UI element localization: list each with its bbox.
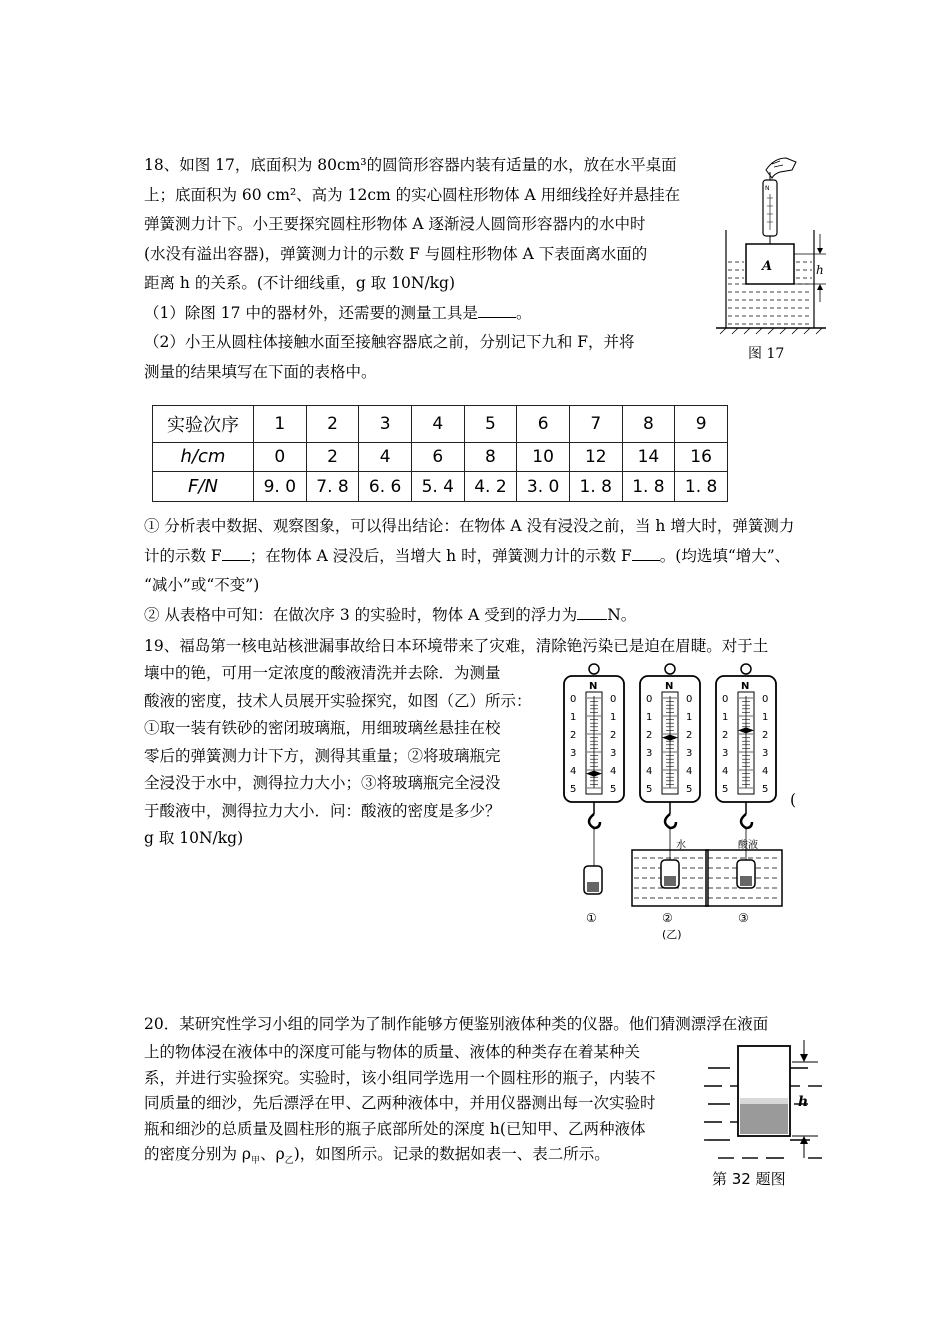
- scale-label: 1: [610, 712, 617, 723]
- scale-label: 3: [762, 748, 769, 759]
- table-cell: 8: [622, 406, 675, 443]
- scale-label: 0: [762, 694, 769, 705]
- figure-32-h-label: h: [798, 1094, 809, 1110]
- scale-label: 4: [570, 766, 577, 777]
- q18-part2-line-2: 测量的结果填写在下面的表格中。: [144, 362, 377, 381]
- table-row: [153, 442, 728, 472]
- depth-h-label: h: [816, 263, 824, 277]
- table-cell: 8: [464, 442, 517, 472]
- scale-label: 0: [610, 694, 617, 705]
- q19-line: 酸液的密度，技术人员展开实验探究，如图（乙）所示：: [144, 691, 532, 710]
- q19-body: [144, 660, 564, 853]
- q18-line-3: 弹簧测力计下。小王要探究圆柱形物体 A 逐渐浸人圆筒形容器内的水中时: [144, 215, 646, 233]
- table-cell: 4: [359, 442, 412, 472]
- q18-line-4: (水没有溢出容器)，弹簧测力计的示数 F 与圆柱形物体 A 下表面离水面的: [144, 244, 648, 263]
- scale-label: 2: [610, 730, 617, 741]
- q20-first-line: 20．某研究性学习小组的同学为了制作能够方便鉴别液体种类的仪器。他们猜测漂浮在液面: [144, 1015, 769, 1033]
- spring-balance-3: [706, 664, 782, 906]
- q18-part1: （1）除图 17 中的器材外，还需要的测量工具是 。: [144, 299, 704, 329]
- table-row: [153, 406, 728, 443]
- scale-label: 1: [722, 712, 729, 723]
- table-cell: 4: [411, 406, 464, 443]
- q18-intro: [144, 151, 704, 387]
- q20-line: 瓶和细沙的总质量及圆柱形的瓶子底部所处的深度 h(已知甲、乙两种液体: [144, 1119, 646, 1138]
- scale-label: 2: [722, 730, 729, 741]
- table-cell: 3: [359, 406, 412, 443]
- q19-line: g 取 10N/kg): [144, 829, 244, 847]
- figure-32-caption: 第 32 题图: [712, 1170, 786, 1188]
- answer-blank[interactable]: [632, 542, 660, 561]
- figure-32: [700, 1040, 830, 1190]
- scale-label: 0: [686, 694, 693, 705]
- answer-blank[interactable]: [222, 542, 250, 561]
- q18-line-2: 上；底面积为 60 cm²、高为 12cm 的实心圆柱形物体 A 用细线拴好并悬挂在: [144, 185, 681, 204]
- label-2: ②: [662, 911, 673, 925]
- table-cell: 6. 6: [359, 472, 412, 502]
- scale-label: 1: [762, 712, 769, 723]
- table-cell: 6: [411, 442, 464, 472]
- table-cell: 2: [306, 442, 359, 472]
- spring-balance-2: [632, 664, 708, 906]
- q19-line: ①取一装有铁砂的密闭玻璃瓶，用细玻璃丝悬挂在校: [144, 719, 501, 737]
- scale-label: 4: [762, 766, 769, 777]
- row-header: h/cm: [153, 442, 254, 472]
- row-header: F/N: [153, 472, 254, 502]
- table-cell: 1. 8: [622, 472, 675, 502]
- table-cell: 2: [306, 406, 359, 443]
- q19-line: 于酸液中，测得拉力大小．问：酸液的密度是多少？: [144, 801, 501, 820]
- table-cell: 6: [517, 406, 570, 443]
- table-cell: 1: [254, 406, 307, 443]
- table-cell: 12: [569, 442, 622, 472]
- unit-label: N: [589, 681, 598, 692]
- table-cell: 9: [675, 406, 728, 443]
- analysis-line-2: 计的示数 F ；在物体 A 浸没后，当增大 h 时，弹簧测力计的示数 F 。(均选填“增大”、: [144, 542, 824, 572]
- table-cell: 3. 0: [517, 472, 570, 502]
- scale-label: 4: [722, 766, 729, 777]
- q20-line: 系，并进行实验探究。实验时，该小组同学选用一个圆柱形的瓶子，内装不: [144, 1068, 656, 1087]
- q19-line: 零后的弹簧测力计下方，测得其重量；②将玻璃瓶完: [144, 746, 501, 765]
- q20-line: 同质量的细沙，先后漂浮在甲、乙两种液体中，并用仪器测出每一次实验时: [144, 1094, 656, 1112]
- scale-label: 5: [646, 784, 653, 795]
- table-cell: 10: [517, 442, 570, 472]
- label-1: ①: [586, 911, 597, 925]
- scale-label: 0: [570, 694, 577, 705]
- table-cell: 5: [464, 406, 517, 443]
- scale-label: 3: [722, 748, 729, 759]
- scale-label: 5: [610, 784, 617, 795]
- scale-label: 0: [646, 694, 653, 705]
- q18-line-5: 距离 h 的关系。(不计细线重，g 取 10N/kg): [144, 274, 456, 292]
- scale-label: 4: [686, 766, 693, 777]
- object-a-label: A: [762, 259, 773, 274]
- figure-yi-caption: (乙): [662, 928, 682, 940]
- label-3: ③: [738, 911, 749, 925]
- q20-line: 上的物体浸在液体中的深度可能与物体的质量、液体的种类存在着某种关: [144, 1043, 641, 1061]
- table-row: [153, 472, 728, 502]
- scale-label: 2: [762, 730, 769, 741]
- water-label: 水: [676, 840, 686, 851]
- analysis-line-3: “减小”或“不变”): [144, 576, 260, 594]
- scale-label: 1: [686, 712, 693, 723]
- table-cell: 9. 0: [254, 472, 307, 502]
- scale-label: 5: [686, 784, 693, 795]
- acid-label: 酸液: [738, 840, 758, 851]
- figure-17-caption: 图 17: [748, 346, 785, 362]
- table-cell: 16: [675, 442, 728, 472]
- q19-paren: (: [790, 791, 797, 809]
- analysis-line-1: ① 分析表中数据、观察图象，可以得出结论：在物体 A 没有浸没之前，当 h 增大时，弹簧测力: [144, 517, 795, 535]
- q20-body: [144, 1040, 704, 1175]
- answer-blank[interactable]: [577, 601, 607, 620]
- table-cell: 7: [569, 406, 622, 443]
- scale-label: 3: [686, 748, 693, 759]
- q20-line: 的密度分别为 $\rho_甲$、$\rho_乙$)，如图所示。记录的数据如表一、表二所示。: [144, 1145, 610, 1167]
- scale-label: 5: [570, 784, 577, 795]
- q18-line-1: 18、如图 17，底面积为 80cm³的圆筒形容器内装有适量的水，放在水平桌面: [144, 156, 677, 174]
- scale-label: 3: [646, 748, 653, 759]
- scale-label: 0: [722, 694, 729, 705]
- table-cell: 1. 8: [675, 472, 728, 502]
- q19-line: 全浸没于水中，测得拉力大小；③将玻璃瓶完全浸没: [144, 774, 501, 792]
- scale-label: 5: [762, 784, 769, 795]
- svg-text:N: N: [765, 185, 770, 192]
- answer-blank[interactable]: [478, 299, 516, 318]
- table-cell: 0: [254, 442, 307, 472]
- scale-label: 2: [646, 730, 653, 741]
- data-table: [152, 405, 728, 502]
- unit-label: N: [665, 681, 674, 692]
- scale-label: 5: [722, 784, 729, 795]
- scale-label: 3: [610, 748, 617, 759]
- row-header: 实验次序: [153, 406, 254, 443]
- table-cell: 4. 2: [464, 472, 517, 502]
- figure-yi: [556, 660, 786, 940]
- q19-first-line: 19、福岛第一核电站核泄漏事故给日本环境带来了灾难，清除铯污染已是迫在眉睫。对于土: [144, 637, 769, 655]
- scale-label: 2: [570, 730, 577, 741]
- table-cell: 5. 4: [411, 472, 464, 502]
- table-cell: 7. 8: [306, 472, 359, 502]
- q19-line: 壤中的铯，可用一定浓度的酸液清洗并去除．为测量: [144, 664, 501, 682]
- scale-label: 2: [686, 730, 693, 741]
- unit-label: N: [741, 681, 750, 692]
- scale-label: 1: [570, 712, 577, 723]
- scale-label: 4: [646, 766, 653, 777]
- table-cell: 14: [622, 442, 675, 472]
- spring-balance-1: [564, 664, 624, 894]
- q18-part2-line-1: （2）小王从圆柱体接触水面至接触容器底之前，分别记下九和 F，并将: [144, 333, 635, 351]
- figure-17: [708, 150, 838, 365]
- scale-label: 4: [610, 766, 617, 777]
- q18-analysis: [144, 512, 824, 630]
- analysis-q2: ② 从表格中可知：在做次序 3 的实验时，物体 A 受到的浮力为 N。: [144, 601, 824, 631]
- scale-label: 1: [646, 712, 653, 723]
- table-cell: 1. 8: [569, 472, 622, 502]
- scale-label: 3: [570, 748, 577, 759]
